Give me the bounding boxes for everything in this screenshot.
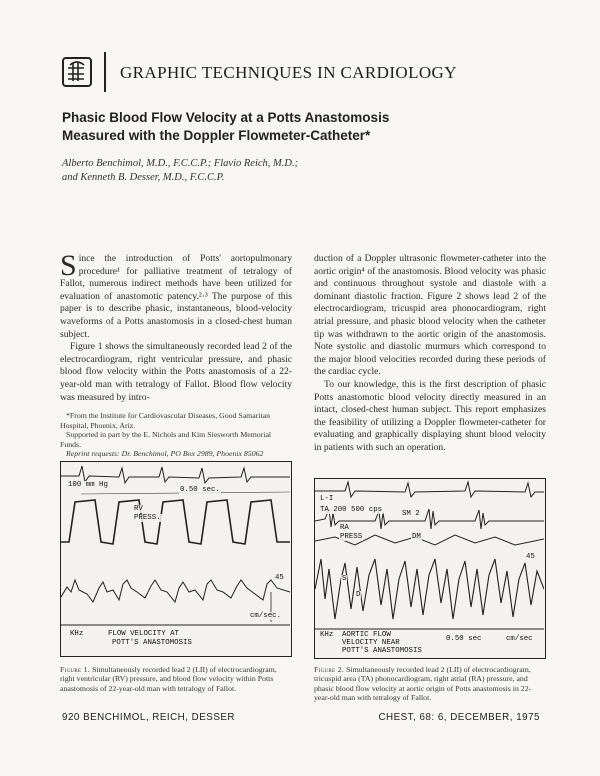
figure-1-caption [60, 665, 292, 693]
body-paragraph-4: To our knowledge, this is the first description of phasic Potts anastomotic blood velocity directly measured in an intact, closed-chest human subject. This report emphasizes the feasibility of utilizing a Doppler flowmeter-catheter for evaluating and graphically displaying shunt blood velocity in patients with such an operation. [314, 378, 546, 453]
footnote-reprints: Reprint requests: Dr. Benchimol, PO Box 2989, Phoenix 85062 [66, 449, 264, 459]
fig2-caption-text: Simultaneously recorded lead 2 (LII) of electrocardiogram, tricuspid area (TA) phonocardiogram, right atrial (RA) pressure, and phasic blood flow velocity at aortic origin of Potts anastomosis in 22-year-old man with tetralogy of Fallot. [314, 665, 532, 703]
fig2-sm-label: SM 2 [402, 510, 420, 518]
fig1-rv-pressure-trace [61, 500, 290, 544]
fig1-flow-label-1: FLOW VELOCITY AT [108, 630, 179, 638]
fig2-ecg-trace [315, 482, 544, 497]
figure-2 [314, 478, 546, 659]
article-title-line-2: Measured with the Doppler Flowmeter-Catheter* [62, 128, 371, 143]
fig2-flow-label-2: VELOCITY NEAR [342, 639, 400, 647]
fig2-flow-velocity-trace [315, 559, 544, 619]
fig1-rv-label: RV [134, 505, 143, 513]
figure-2-caption [314, 665, 546, 703]
emblem-glyph [64, 59, 90, 85]
authors-line-1: Alberto Benchimol, M.D., F.C.C.P.; Flavio Reich, M.D.; [62, 158, 299, 169]
fig2-flow-label-1: AORTIC FLOW [342, 631, 391, 639]
fig2-dm-label: DM [412, 533, 421, 541]
footer-journal-citation: CHEST, 68: 6, DECEMBER, 1975 [378, 712, 540, 723]
fig1-caption-text: Simultaneously recorded lead 2 (LII) of electrocardiogram, right ventricular (RV) pressure, and blood flow velocity within Potts anastomosis of 22-year-old man with tetralogy of Fallot. [60, 665, 277, 693]
body-paragraph-3: duction of a Doppler ultrasonic flowmeter-catheter into the aortic origin⁴ of the anastomosis. Blood velocity was phasic and continuous throughout systole and diastole with a dominant diastolic fraction. Figure 2 shows lead 2 of the electrocardiogram, tricuspid area phonocardiogram, right atrial pressure, and phasic blood velocity when the catheter tip was withdrawn to the aortic origin of the anastomosis. Note systolic and diastolic murmurs which correspond to the major blood velocities recorded during these periods of the cardiac cycle. [314, 253, 546, 378]
left-column-text [60, 249, 292, 404]
body-paragraph-2: Figure 1 shows the simultaneously recorded lead 2 of the electrocardiogram, right ventricular pressure, and phasic blood flow velocity within the Potts anastomosis of a 22-year-old man with tetralogy of Fallot. Blood flow velocity was measured by intro- [60, 341, 292, 403]
drop-cap: S [60, 249, 77, 282]
fig2-khz-label: KHz [320, 631, 334, 639]
fig2-45-label: 45 [526, 553, 535, 561]
right-column-text [314, 253, 546, 455]
section-title: GRAPHIC TECHNIQUES IN CARDIOLOGY [120, 63, 457, 82]
fig2-ta-label: TA 200 500 cps [320, 506, 383, 514]
figure-1-tracings [61, 462, 290, 655]
fig1-units-label: cm/sec. [250, 612, 282, 620]
footer-page-authors: 920 BENCHIMOL, REICH, DESSER [62, 712, 235, 723]
authors-line-2: and Kenneth B. Desser, M.D., F.C.C.P. [62, 172, 225, 183]
fig1-caption-number: Figure 1. [60, 665, 91, 674]
journal-emblem-icon [62, 57, 92, 87]
fig1-time-label: 0.50 sec. [180, 486, 220, 494]
footnotes [60, 411, 292, 459]
fig1-press-label: PRESS. [134, 514, 161, 522]
fig1-khz-label: KHz [70, 630, 84, 638]
figure-1 [60, 461, 292, 657]
fig2-time-label: 0.50 sec [446, 635, 482, 643]
footnote-support: Supported in part by the E. Nichols and Kim Siesworth Memorial Funds. [60, 430, 272, 449]
fig1-flow-label-2: POTT'S ANASTOMOSIS [112, 639, 192, 647]
fig1-scale-label: 100 mm Hg [68, 481, 108, 489]
fig2-units-label: cm/sec [506, 635, 533, 643]
fig2-ra-label: RA [340, 524, 349, 532]
fig2-flow-label-3: POTT'S ANASTOMOSIS [342, 647, 422, 655]
body-paragraph-1 [60, 249, 292, 341]
fig2-lii-label: L-I [320, 495, 334, 503]
fig2-press-label: PRESS [340, 533, 363, 541]
fig1-flow-velocity-trace [61, 580, 290, 602]
fig2-s-label: S [342, 575, 347, 583]
fig1-45-label: 45 [275, 574, 284, 582]
header-divider [104, 52, 106, 92]
fig2-d-label: D [356, 591, 361, 599]
body-paragraph-1-text: ince the introduction of Potts' aortopulmonary procedure¹ for palliative treatment of tetralogy of Fallot, numerous indirect methods have been utilized for evaluation of anastomotic patency.²·³ The purpose of this paper is to describe phasic, instantaneous, blood-velocity waveforms of a Potts anastomosis in a closed-chest human subject. [60, 253, 292, 340]
article-title-line-1: Phasic Blood Flow Velocity at a Potts Anastomosis [62, 110, 390, 125]
fig2-caption-number: Figure 2. [314, 665, 345, 674]
footnote-affiliation: *From the Institute for Cardiovascular Diseases, Good Samaritan Hospital, Phoenix, Ariz. [60, 411, 270, 430]
